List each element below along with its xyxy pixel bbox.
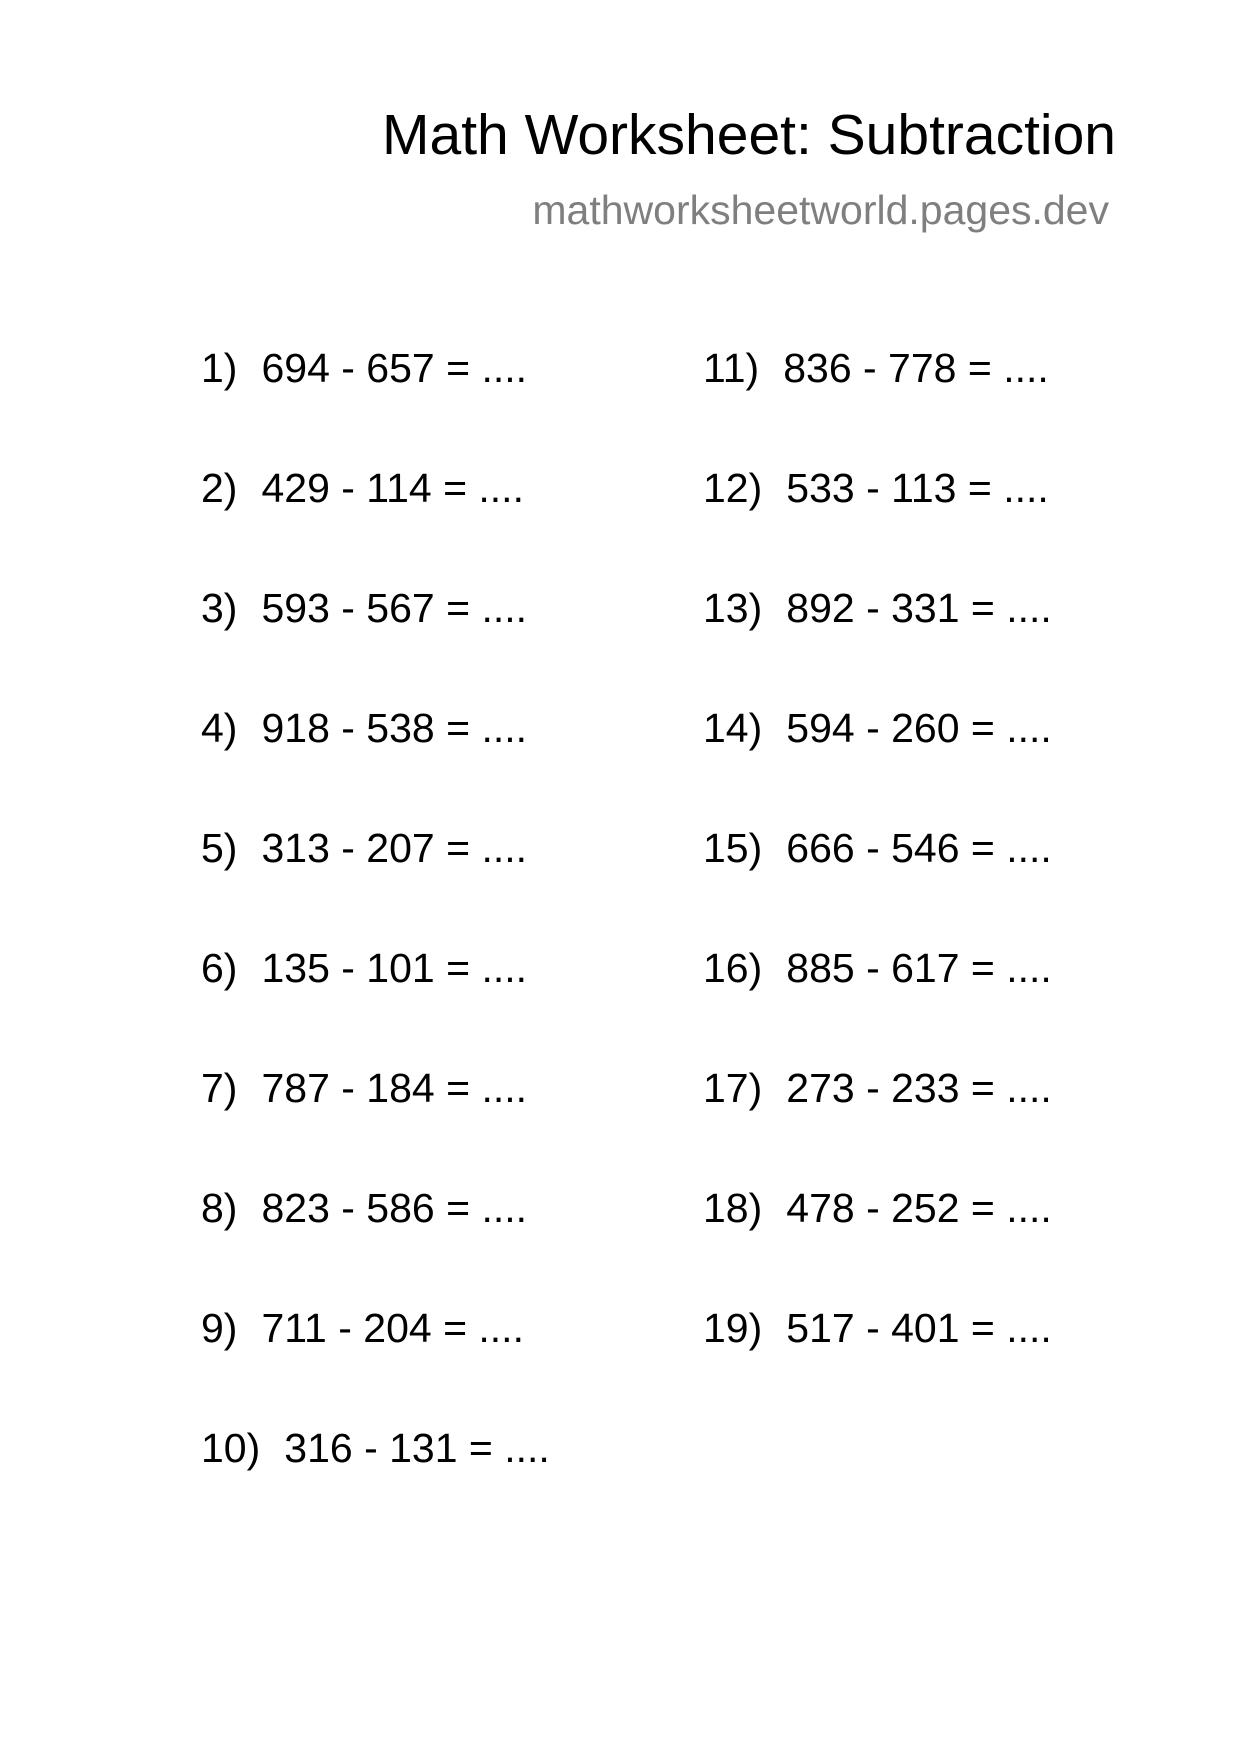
problem-expression: 594 - 260 = ....: [786, 705, 1052, 751]
problem-number: 17): [703, 1065, 763, 1111]
problem-expression: 823 - 586 = ....: [261, 1185, 528, 1231]
problem-item: [201, 823, 527, 873]
problem-number: 12): [703, 465, 763, 511]
problem-number: 10): [201, 1425, 261, 1471]
problem-item: [201, 1183, 527, 1233]
problem-item: [703, 823, 1052, 873]
problem-number: 4): [201, 705, 238, 751]
problem-number: 14): [703, 705, 763, 751]
problem-expression: 429 - 114 = ....: [261, 465, 524, 511]
page-title: Math Worksheet: Subtraction: [382, 103, 1116, 167]
problem-item: [201, 703, 527, 753]
problem-item: [201, 463, 524, 513]
problem-number: 19): [703, 1305, 763, 1351]
problem-number: 6): [201, 945, 238, 991]
problem-number: 1): [201, 345, 238, 391]
problem-item: [703, 583, 1052, 633]
problem-number: 15): [703, 825, 763, 871]
problem-number: 9): [201, 1305, 238, 1351]
problem-expression: 478 - 252 = ....: [786, 1185, 1052, 1231]
problem-item: [703, 1303, 1052, 1353]
problem-expression: 135 - 101 = ....: [261, 945, 528, 991]
problem-item: [703, 703, 1052, 753]
problem-expression: 273 - 233 = ....: [786, 1065, 1052, 1111]
problem-number: 8): [201, 1185, 238, 1231]
problem-item: [703, 343, 1049, 393]
problem-expression: 593 - 567 = ....: [261, 585, 528, 631]
problem-number: 13): [703, 585, 763, 631]
problem-number: 11): [703, 345, 760, 391]
problem-expression: 885 - 617 = ....: [786, 945, 1052, 991]
problem-item: [201, 343, 527, 393]
problem-item: [201, 583, 527, 633]
problem-expression: 517 - 401 = ....: [786, 1305, 1052, 1351]
problem-expression: 787 - 184 = ....: [261, 1065, 528, 1111]
problem-item: [703, 1183, 1052, 1233]
problem-expression: 533 - 113 = ....: [786, 465, 1049, 511]
site-url: mathworksheetworld.pages.dev: [532, 187, 1109, 233]
problem-item: [201, 1063, 527, 1113]
problem-item: [703, 1063, 1052, 1113]
problem-expression: 316 - 131 = ....: [284, 1425, 550, 1471]
problem-item: [201, 1423, 550, 1473]
problem-number: 16): [703, 945, 763, 991]
problem-item: [201, 1303, 524, 1353]
problem-number: 2): [201, 465, 238, 511]
problem-item: [703, 463, 1049, 513]
problem-expression: 918 - 538 = ....: [261, 705, 528, 751]
problem-expression: 666 - 546 = ....: [786, 825, 1052, 871]
problem-number: 5): [201, 825, 238, 871]
problem-number: 7): [201, 1065, 238, 1111]
problem-expression: 694 - 657 = ....: [261, 345, 528, 391]
problem-number: 3): [201, 585, 238, 631]
problem-number: 18): [703, 1185, 763, 1231]
problem-expression: 836 - 778 = ....: [783, 345, 1049, 391]
problem-expression: 892 - 331 = ....: [786, 585, 1052, 631]
problem-expression: 313 - 207 = ....: [261, 825, 528, 871]
problem-expression: 711 - 204 = ....: [261, 1305, 524, 1351]
problem-item: [703, 943, 1052, 993]
problem-item: [201, 943, 527, 993]
